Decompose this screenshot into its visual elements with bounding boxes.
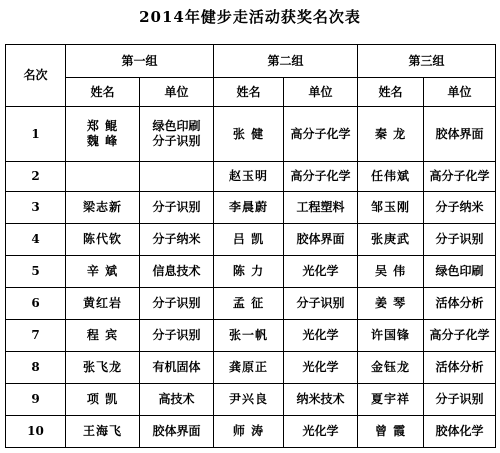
winner-name-cell: 吴 伟 bbox=[358, 256, 424, 288]
header-rank: 名次 bbox=[6, 45, 66, 107]
winner-name-cell: 陈 力 bbox=[214, 256, 284, 288]
rank-cell: 5 bbox=[6, 256, 66, 288]
table-row bbox=[6, 288, 496, 320]
winner-unit-cell: 活体分析 bbox=[424, 288, 496, 320]
winner-unit-cell: 分子识别 bbox=[424, 384, 496, 416]
winner-name-cell: 赵玉明 bbox=[214, 162, 284, 192]
header-name: 姓名 bbox=[66, 78, 140, 107]
winner-name-cell bbox=[66, 107, 140, 162]
winner-name-cell: 张庚武 bbox=[358, 224, 424, 256]
header-row-groups bbox=[6, 45, 496, 78]
document-title: 2014年健步走活动获奖名次表 bbox=[139, 8, 361, 26]
winner-name-cell: 程 宾 bbox=[66, 320, 140, 352]
winner-name-cell: 任伟斌 bbox=[358, 162, 424, 192]
winner-name-cell: 邹玉刚 bbox=[358, 192, 424, 224]
header-unit: 单位 bbox=[424, 78, 496, 107]
winner-unit-cell: 高分子化学 bbox=[284, 162, 358, 192]
rank-cell: 1 bbox=[6, 107, 66, 162]
winner-unit-cell: 胶体化学 bbox=[424, 416, 496, 448]
winner-unit-cell: 分子识别 bbox=[284, 288, 358, 320]
table-row bbox=[6, 107, 496, 162]
winner-unit-cell: 高分子化学 bbox=[284, 107, 358, 162]
winner-unit-cell: 分子识别 bbox=[424, 224, 496, 256]
winner-unit-cell: 分子识别 bbox=[140, 288, 214, 320]
winner-name-cell: 秦 龙 bbox=[358, 107, 424, 162]
winner-name-cell: 王海飞 bbox=[66, 416, 140, 448]
winner-unit-cell bbox=[140, 162, 214, 192]
winner-name-cell: 金钰龙 bbox=[358, 352, 424, 384]
winner-name-cell: 梁志新 bbox=[66, 192, 140, 224]
winner-name-cell: 吕 凯 bbox=[214, 224, 284, 256]
winner-unit-cell: 分子纳米 bbox=[140, 224, 214, 256]
table-row bbox=[6, 162, 496, 192]
winner-unit-cell: 光化学 bbox=[284, 352, 358, 384]
winner-name-cell: 张一帆 bbox=[214, 320, 284, 352]
winner-name-cell: 张 健 bbox=[214, 107, 284, 162]
rank-cell: 9 bbox=[6, 384, 66, 416]
winner-name-cell bbox=[66, 162, 140, 192]
winner-name-cell: 辛 斌 bbox=[66, 256, 140, 288]
winner-unit-cell: 光化学 bbox=[284, 416, 358, 448]
rank-cell: 6 bbox=[6, 288, 66, 320]
winner-unit-cell: 有机固体 bbox=[140, 352, 214, 384]
winner-unit-cell bbox=[140, 107, 214, 162]
winner-unit-cell: 高分子化学 bbox=[424, 320, 496, 352]
winner-name-cell: 师 涛 bbox=[214, 416, 284, 448]
winner-name-cell: 李晨蔚 bbox=[214, 192, 284, 224]
table-row bbox=[6, 320, 496, 352]
header-group-3: 第三组 bbox=[358, 45, 496, 78]
rank-cell: 4 bbox=[6, 224, 66, 256]
header-group-2: 第二组 bbox=[214, 45, 358, 78]
table-row bbox=[6, 352, 496, 384]
winner-unit-cell: 信息技术 bbox=[140, 256, 214, 288]
winner-unit-cell: 高分子化学 bbox=[424, 162, 496, 192]
winner-name-cell: 许国锋 bbox=[358, 320, 424, 352]
winner-name: 郑 鲲 bbox=[86, 119, 119, 133]
header-name: 姓名 bbox=[358, 78, 424, 107]
winner-unit-cell: 活体分析 bbox=[424, 352, 496, 384]
winner-unit-cell: 胶体界面 bbox=[140, 416, 214, 448]
header-unit: 单位 bbox=[140, 78, 214, 107]
table-row bbox=[6, 384, 496, 416]
winner-unit-cell: 工程塑料 bbox=[284, 192, 358, 224]
header-unit: 单位 bbox=[284, 78, 358, 107]
winner-unit-cell: 纳米技术 bbox=[284, 384, 358, 416]
winner-unit-cell: 分子识别 bbox=[140, 192, 214, 224]
table-row bbox=[6, 256, 496, 288]
winner-name-cell: 龚原正 bbox=[214, 352, 284, 384]
winner-unit-cell: 高技术 bbox=[140, 384, 214, 416]
winner-name-cell: 曾 霞 bbox=[358, 416, 424, 448]
winner-unit-cell: 分子识别 bbox=[140, 320, 214, 352]
awards-table bbox=[5, 44, 496, 448]
table-row bbox=[6, 416, 496, 448]
rank-cell: 10 bbox=[6, 416, 66, 448]
winner-name-cell: 姜 琴 bbox=[358, 288, 424, 320]
rank-cell: 3 bbox=[6, 192, 66, 224]
winner-name-cell: 陈代钦 bbox=[66, 224, 140, 256]
winner-name-cell: 尹兴良 bbox=[214, 384, 284, 416]
winner-name-cell: 张飞龙 bbox=[66, 352, 140, 384]
winner-name: 魏 峰 bbox=[86, 134, 119, 148]
winner-unit-cell: 分子纳米 bbox=[424, 192, 496, 224]
table-row bbox=[6, 192, 496, 224]
winner-name-cell: 黄红岩 bbox=[66, 288, 140, 320]
table-row bbox=[6, 224, 496, 256]
winner-unit-cell: 胶体界面 bbox=[284, 224, 358, 256]
winner-name-cell: 孟 征 bbox=[214, 288, 284, 320]
rank-cell: 2 bbox=[6, 162, 66, 192]
winner-unit: 绿色印刷 bbox=[152, 119, 201, 133]
rank-cell: 8 bbox=[6, 352, 66, 384]
winner-unit-cell: 光化学 bbox=[284, 256, 358, 288]
header-name: 姓名 bbox=[214, 78, 284, 107]
header-group-1: 第一组 bbox=[66, 45, 214, 78]
header-row-fields bbox=[6, 78, 496, 107]
winner-name-cell: 项 凯 bbox=[66, 384, 140, 416]
winner-unit-cell: 绿色印刷 bbox=[424, 256, 496, 288]
winner-unit-cell: 胶体界面 bbox=[424, 107, 496, 162]
winner-unit: 分子识别 bbox=[152, 134, 201, 148]
winner-name-cell: 夏宇祥 bbox=[358, 384, 424, 416]
winner-unit-cell: 光化学 bbox=[284, 320, 358, 352]
rank-cell: 7 bbox=[6, 320, 66, 352]
